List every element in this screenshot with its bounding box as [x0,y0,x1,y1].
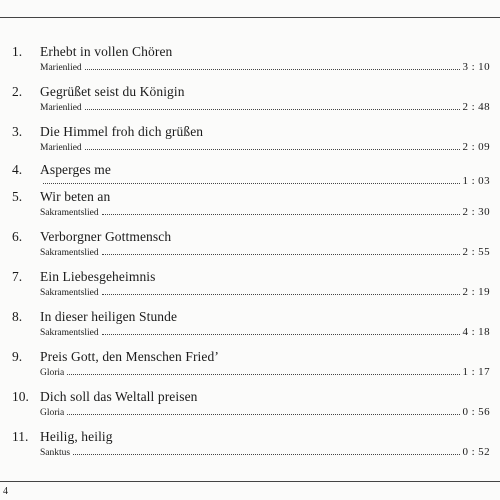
track-title: Erhebt in vollen Chören [40,44,173,59]
dot-leader [43,174,460,184]
track-title: Asperges me [40,162,111,177]
track-number: 4. [12,162,23,177]
track-title: Ein Liebesgeheimnis [40,269,156,284]
track-number: 9. [12,349,23,364]
track-detail-row [40,140,490,152]
track-title: Die Himmel froh dich grüßen [40,124,204,139]
track-duration: 1 : 03 [462,175,490,187]
track-title: In dieser heiligen Stunde [40,309,178,324]
track-title: Heilig, heilig [40,429,113,444]
dot-leader [73,445,459,455]
track-subtitle: Sakramentslied [40,248,99,258]
dot-leader [67,365,459,375]
track-title: Wir beten an [40,189,111,204]
track-subtitle: Marienlied [40,63,82,73]
track-item [0,44,500,82]
track-detail-row [40,325,490,337]
track-title: Preis Gott, den Menschen Fried’ [40,349,219,364]
track-item [0,229,500,267]
track-duration: 0 : 56 [462,406,490,418]
bottom-rule [0,481,500,482]
track-number: 11. [12,429,29,444]
track-item [0,189,500,227]
track-duration: 0 : 52 [462,446,490,458]
track-detail-row [40,245,490,257]
track-number: 7. [12,269,23,284]
track-subtitle: Sakramentslied [40,208,99,218]
track-number: 8. [12,309,23,324]
dot-leader [102,285,460,295]
track-title: Dich soll das Weltall preisen [40,389,198,404]
track-number: 5. [12,189,23,204]
track-duration: 1 : 17 [462,366,490,378]
track-item [0,349,500,387]
track-duration: 3 : 10 [462,61,490,73]
track-subtitle: Sakramentslied [40,288,99,298]
track-subtitle: Gloria [40,408,65,418]
dot-leader [85,140,460,150]
track-subtitle: Gloria [40,368,65,378]
track-item [0,124,500,162]
track-duration: 2 : 19 [462,286,490,298]
dot-leader [102,325,460,335]
track-title: Gegrüßet seist du Königin [40,84,185,99]
dot-leader [102,205,460,215]
track-item [0,389,500,427]
track-detail-row [40,365,490,377]
track-title: Verborgner Gottmensch [40,229,172,244]
track-duration: 2 : 55 [462,246,490,258]
page-number: 4 [3,486,8,497]
track-number: 3. [12,124,23,139]
track-number: 1. [12,44,23,59]
track-detail-row [40,60,490,72]
dot-leader [67,405,459,415]
track-subtitle: Sakramentslied [40,328,99,338]
track-duration: 4 : 18 [462,326,490,338]
track-detail-row [40,205,490,217]
dot-leader [85,60,460,70]
dot-leader [102,245,460,255]
track-item [0,84,500,122]
track-detail-row [40,100,490,112]
track-number: 10. [12,389,29,404]
track-detail-row [40,405,490,417]
track-duration: 2 : 09 [462,141,490,153]
track-item [0,269,500,307]
track-duration: 2 : 30 [462,206,490,218]
track-subtitle: Marienlied [40,143,82,153]
track-detail-row [40,174,490,186]
dot-leader [85,100,460,110]
track-subtitle: Marienlied [40,103,82,113]
track-subtitle: Sanktus [40,448,71,458]
track-item [0,309,500,347]
track-number: 6. [12,229,23,244]
track-number: 2. [12,84,23,99]
track-detail-row [40,285,490,297]
track-detail-row [40,445,490,457]
track-item [0,429,500,467]
track-duration: 2 : 48 [462,101,490,113]
